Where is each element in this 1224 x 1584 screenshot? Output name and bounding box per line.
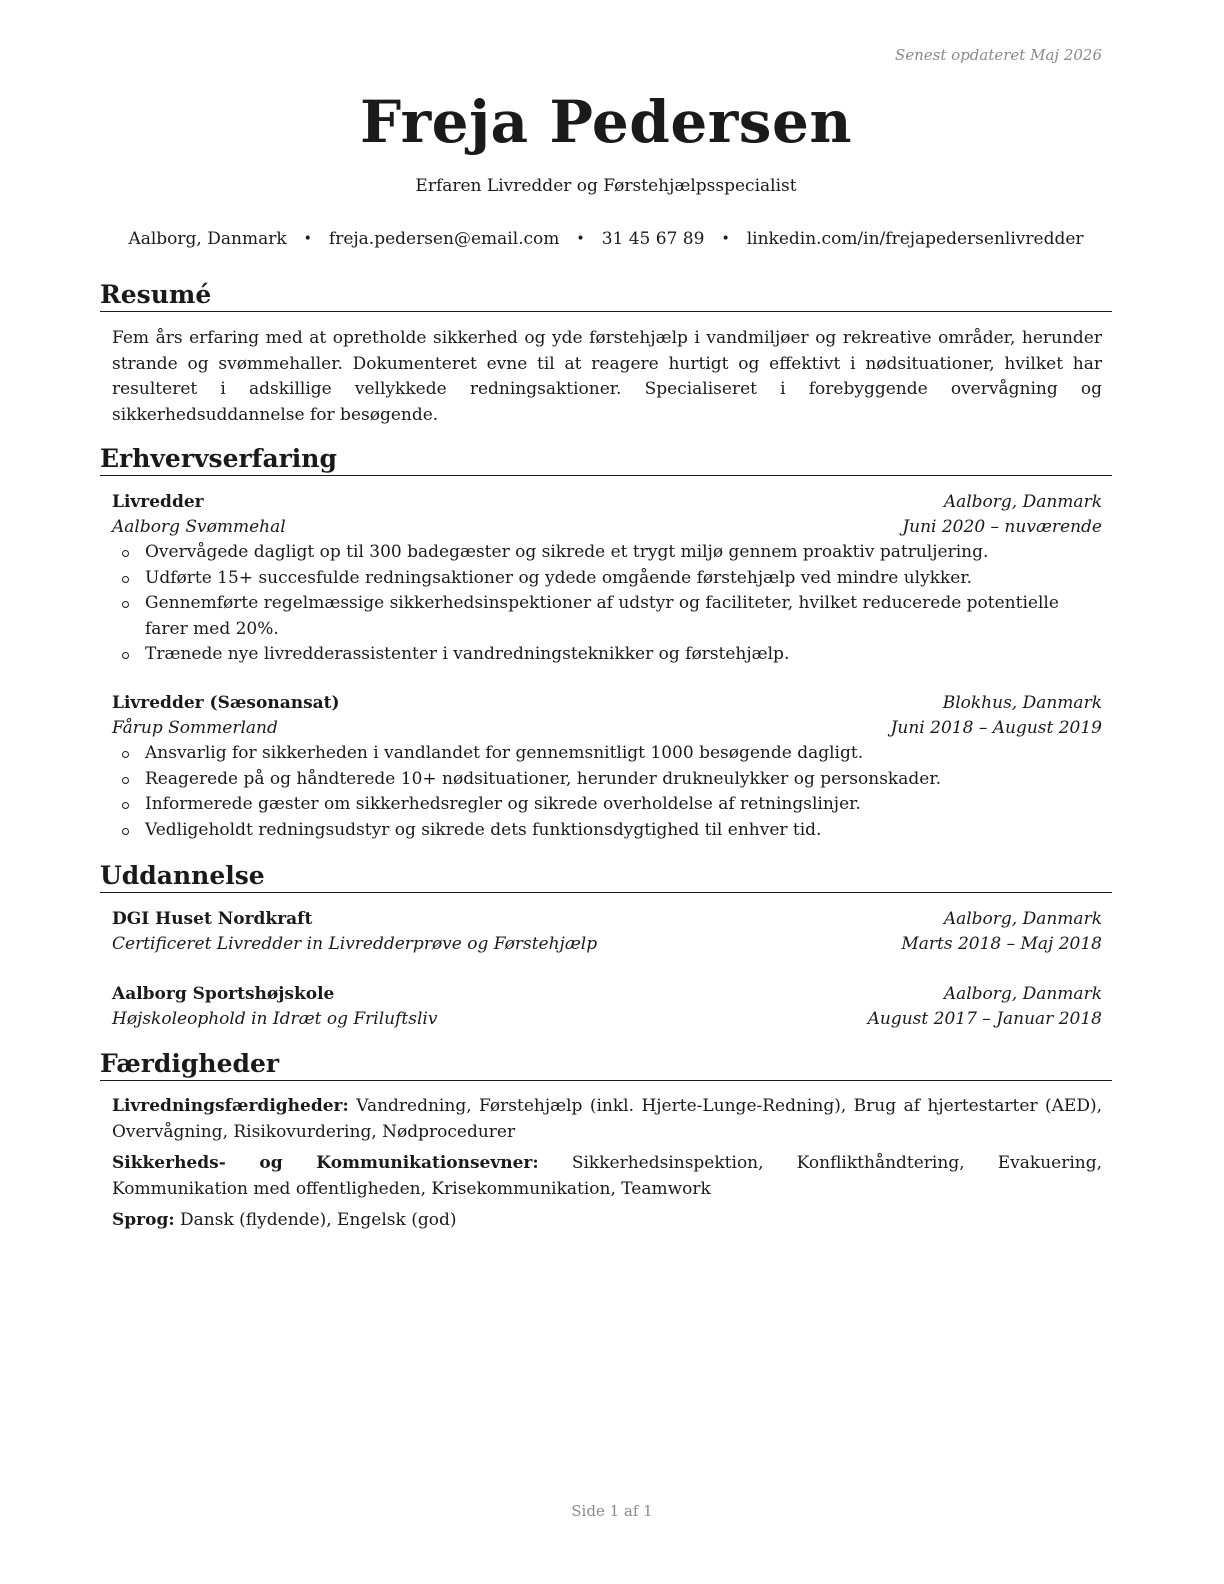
school-name: DGI Huset Nordkraft [112,909,313,929]
page-number: Side 1 af 1 [571,1502,653,1520]
job-entry [112,490,1102,668]
skill-group-label: Livredningsfærdigheder: [112,1096,349,1116]
list-item [112,767,1102,793]
job-employer: Aalborg Svømmehal [112,517,286,537]
skills-list [112,1094,1102,1240]
skill-group-text: Dansk (flydende), Engelsk (god) [180,1210,457,1230]
list-item [112,642,1102,668]
job-location: Blokhus, Danmark [942,693,1102,713]
education-dates: Marts 2018 – Maj 2018 [901,934,1102,954]
bullet-text: Trænede nye livredderassistenter i vandredningsteknikker og førstehjælp. [145,644,790,664]
circle-bullet-icon [122,828,129,835]
contact-phone: 31 45 67 89 [601,229,705,249]
circle-bullet-icon [122,576,129,583]
bullet-text: Reagerede på og håndterede 10+ nødsituationer, herunder drukneulykker og personskader. [145,768,941,789]
bullet-text: Udførte 15+ succesfulde redningsaktioner og ydede omgående førstehjælp ved mindre ulykker. [145,567,973,588]
circle-bullet-icon [122,777,129,784]
contact-email[interactable]: freja.pedersen@email.com [328,229,560,249]
section-heading-summary: Resumé [100,280,1112,312]
skill-group-label: Sikkerheds- og Kommunikationsevner: [112,1153,539,1173]
contact-linkedin[interactable]: linkedin.com/in/frejapedersenlivredder [746,229,1084,249]
bullet-text: Gennemførte regelmæssige sikkerhedsinspektioner af udstyr og faciliteter, hvilket reducerede potentielle farer med 20%. [145,593,1059,639]
skill-group-text: Vandredning, Førstehjælp (inkl. Hjerte-Lunge-Redning), Brug af hjertestarter (AED), Overvågning, Risikovurdering, Nødprocedurer [112,1096,1103,1142]
job-dates: Juni 2018 – August 2019 [890,718,1102,738]
list-item [112,818,1102,844]
job-entry [112,691,1102,843]
candidate-title: Erfaren Livredder og Førstehjælpsspecialist [415,176,797,196]
job-title: Livredder (Sæsonansat) [112,693,340,713]
list-item [112,566,1102,592]
education-entry [112,907,1102,957]
summary-text: Fem års erfaring med at opretholde sikkerhed og yde førstehjælp i vandmiljøer og rekreative områder, herunder strande og svømmehaller. Dokumenteret evne til at reagere hurtigt og effektivt i nødsituationer, hvilket har resulteret i adskillige vellykkede redningsaktioner. Specialiseret i forebyggende overvågning og sikkerhedsuddannelse for besøgende. [112,328,1102,425]
bullet-separator-icon: • [303,231,312,247]
candidate-name: Freja Pedersen [359,88,853,156]
job-location: Aalborg, Danmark [943,492,1102,512]
bullet-text: Overvågede dagligt op til 300 badegæster og sikrede et trygt miljø gennem proaktiv patruljering. [145,542,989,562]
school-location: Aalborg, Danmark [943,984,1102,1004]
bullet-separator-icon: • [576,231,585,247]
list-item [112,591,1102,642]
section-heading-skills: Færdigheder [100,1049,1112,1081]
circle-bullet-icon [122,601,129,608]
school-location: Aalborg, Danmark [943,909,1102,929]
section-heading-education: Uddannelse [100,861,1112,893]
job-bullet-list [112,540,1102,668]
contact-line [100,229,1112,249]
skill-group [112,1094,1102,1145]
circle-bullet-icon [122,751,129,758]
education-dates: August 2017 – Januar 2018 [867,1009,1102,1029]
skill-group [112,1208,1102,1234]
job-bullet-list [112,741,1102,843]
job-employer: Fårup Sommerland [112,718,278,738]
degree-name: Certificeret Livredder in Livredderprøve og Førstehjælp [112,934,598,954]
degree-name: Højskoleophold in Idræt og Friluftsliv [112,1009,438,1029]
list-item [112,741,1102,767]
skill-group-text: Sikkerhedsinspektion, Konflikthåndtering, Evakuering, Kommunikation med offentligheden, Krisekommunikation, Teamwork [112,1153,1103,1199]
bullet-text: Ansvarlig for sikkerheden i vandlandet for gennemsnitligt 1000 besøgende dagligt. [145,743,864,763]
section-heading-experience: Erhvervserfaring [100,444,1112,476]
job-dates: Juni 2020 – nuværende [902,517,1102,537]
circle-bullet-icon [122,652,129,659]
bullet-text: Vedligeholdt redningsudstyr og sikrede dets funktionsdygtighed til enhver tid. [145,819,822,840]
job-title: Livredder [112,492,204,512]
school-name: Aalborg Sportshøjskole [112,984,335,1004]
last-updated: Senest opdateret Maj 2026 [894,46,1102,64]
list-item [112,540,1102,566]
bullet-text: Informerede gæster om sikkerhedsregler og sikrede overholdelse af retningslinjer. [145,794,861,814]
circle-bullet-icon [122,802,129,809]
skill-group-label: Sprog: [112,1210,175,1230]
contact-location: Aalborg, Danmark [128,229,287,249]
list-item [112,792,1102,818]
bullet-separator-icon: • [721,231,730,247]
circle-bullet-icon [122,550,129,557]
education-entry [112,982,1102,1032]
skill-group [112,1151,1102,1202]
